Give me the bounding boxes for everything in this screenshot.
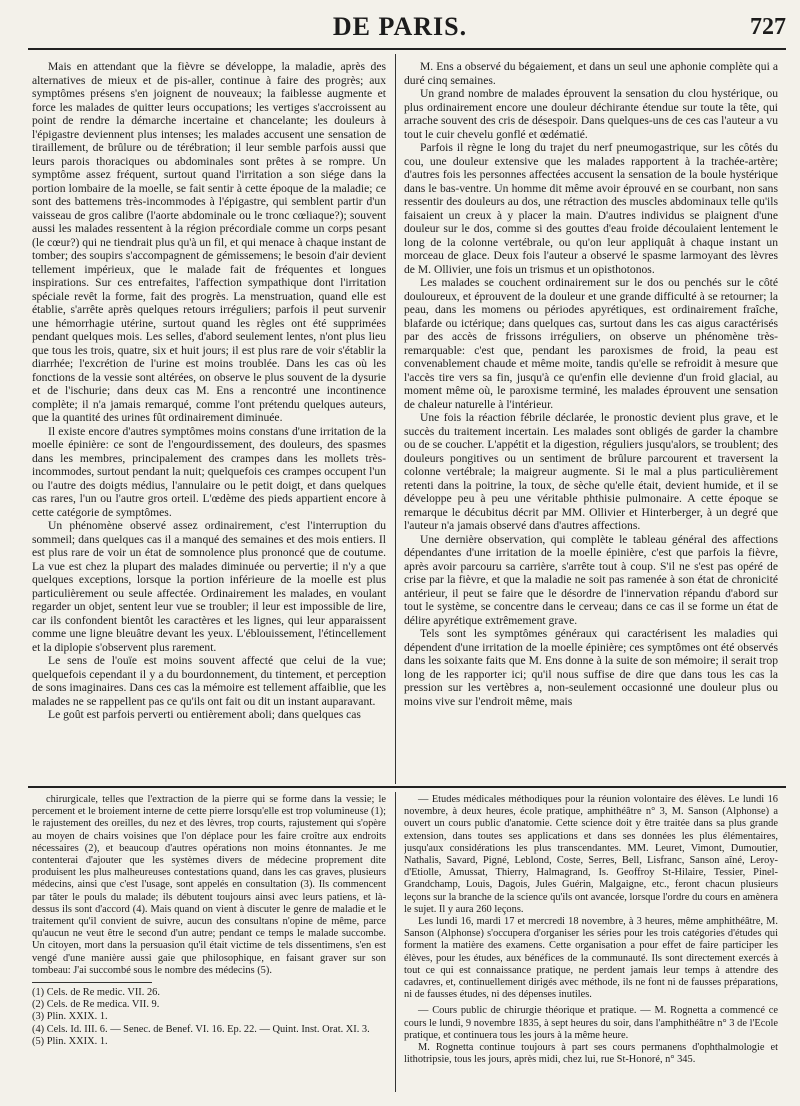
column-divider bbox=[395, 54, 396, 784]
footnote: (5) Plin. XXIX. 1. bbox=[32, 1035, 108, 1047]
left-column bbox=[32, 60, 386, 778]
footnote: (4) Cels. Id. III. 6. — Senec. de Benef. VI. 16. Ep. 22. — Quint. Inst. Orat. XI. 3. bbox=[32, 1023, 370, 1035]
paragraph: Parfois il règne le long du trajet du nerf pneumogastrique, sur les côtés du cou, une douleur extensive que les malades rapportent à la trachée-artère; d'autres fois les personnes affectées accusent la sensation de la boule hystérique dans le bas-ventre. Un homme dit même avoir éprouvé en se courbant, non sans ressentir des douleurs au dos, une rétraction des muscles abdominaux telle qu'ils faisaient un creux à y placer la main. D'autres individus se plaignent d'une douleur sur le dos, comme si des gouttes d'eau froide découlaient lentement le long de la colonne vertébrale, ou qu'on leur appliquât à chaque instant un morceau de glace. Deux fois l'auteur a observé le spasme larmoyant des lèvres de M. Ollivier, une fois un trismus et un opisthotonos. bbox=[404, 141, 778, 276]
page-header bbox=[0, 0, 800, 52]
paragraph: Un phénomène observé assez ordinairement, c'est l'interruption du sommeil; dans quelques cas il a manqué des semaines et des mois entiers. Il est plus rare de voir un état de somnolence plus prononcé que de coutume. La vue est chez la plupart des malades diminuée ou pervertie; il n'y a que quelques exceptions, lorsque la portion inférieure de la moelle est plus particulièrement ou seule affectée. Ordinairement les malades, en voulant regarder un objet, sentent leur vue se troubler; il leur est impossible de lire, car ils confondent bientôt les caractères et les lignes, qui leur apparaissent comme une ligne bleuâtre devant les yeux. L'éblouissement, l'étincellement et la diplopie s'observent plus rarement. bbox=[32, 519, 386, 654]
feuilleton-divider bbox=[395, 792, 396, 1092]
feuilleton-text: chirurgicale, telles que l'extraction de la pierre qui se forme dans la vessie; le percement et le broiement interne de cette pierre lorsqu'elle est trop volumineuse (1); le rajustement des oreilles, du nez et des lèvres, trop courts, rajustement qui s'opère au moyen de chairs voisines que l'on déplace pour les faire croître aux endroits nécessaires (2), et beaucoup d'autres opérations non moins étonnantes. Je me contenterai d'ajouter que les systèmes divers de médecine proprement dite produisent les plus malheureuses contestations quand, dans les cas graves, plusieurs médecins, ainsi que c'est l'usage, sont appelés en consultation (3). Ils commencent par tâter le pouls du malade; ils débutent toujours ainsi avec leurs patiens, et là-dessus ils sont d'accord (4). Mais quand on vient à discuter le genre de maladie et le traitement qu'il convient de suivre, aucun des consultans n'opine de même, parce qu'aucun ne veut être le second d'un autre; pendant ce temps le malade succombe. Un citoyen, mort dans la persuasion qu'il était victime de tels dissentimens, s'en est vengé d'une manière aussi gaie que philosophique, en faisant graver sur son tombeau: J'ai succombé sous le nombre des médecins (5). bbox=[32, 794, 386, 976]
announcement: — Cours public de chirurgie théorique et pratique. — M. Rognetta a commencé ce cours le lundi, 9 novembre 1835, à sept heures du soir, dans l'amphithéâtre n° 3 de l'Ecole pratique, et continuera tous les jours à la même heure. bbox=[404, 1005, 778, 1041]
paragraph: Tels sont les symptômes généraux qui caractérisent les maladies qui dépendent d'une irritation de la moelle épinière; ces symptômes ont été observés dans les soixante faits que M. Ens donne à la suite de son mémoire; il serait trop long de les rapporter ici; qu'il nous suffise de dire que dans tous les cas la pression sur les vertèbres a, non-seulement occasionné une douleur plus ou moins vive sur l'endroit même, mais bbox=[404, 627, 778, 708]
paragraph: Une dernière observation, qui complète le tableau général des affections dépendantes d'une irritation de la moelle épinière, c'est que parfois la fièvre, après avoir parcouru sa carrière, s'arrête tout à coup. S'il ne s'est pas opéré de crise par la fièvre, et que la maladie ne soit pas ramenée à son état de chronicité antérieur, il peut se faire que le désordre de l'innervation répandu d'abord sur tout le système, se concentre dans le cerveau; dans ce cas il se forme un état de délire apyrétique extrêmement grave. bbox=[404, 532, 778, 627]
announcement: Les lundi 16, mardi 17 et mercredi 18 novembre, à 3 heures, même amphithéâtre, M. Sanson (Alphonse) s'occupera d'organiser les séries pour les trois catégories d'études qui forment la matière des examens. Cette organisation a pour effet de faire participer les élèves, pour les études, aux bénéfices de la communauté. Ils sont directement exercés à tout ce qui est connaissance pratique, ne perdent jamais leur temps à attendre des cadavres, et, continuellement dirigés avec méthode, ils ne font ni de fausses préparations, ni de fausses études, ni des dépenses inutiles. bbox=[404, 916, 778, 1001]
paragraph: Les malades se couchent ordinairement sur le dos ou penchés sur le côté douloureux, et éprouvent de la douleur et une grande difficulté à se retourner; la peau, dans les momens ou périodes apyrétiques, est ordinairement fraîche, blafarde ou ictérique; dans quelques cas, surtout dans les cas aigus caractérisés par des accès de frissons irréguliers, on observe un phénomène très-remarquable: c'est que, pendant les paroxismes de froid, la peau est convenablement chaude et même moite, tandis qu'elle se refroidit à mesure que l'accès tire vers sa fin, jusqu'à ce qu'enfin elle devienne d'un froid glacial, au moment même où, le paroxisme terminé, les malades éprouvent une sensation de chaleur naturelle à l'intérieur. bbox=[404, 276, 778, 411]
footnote: (3) Plin. XXIX. 1. bbox=[32, 1011, 108, 1023]
announcement: M. Rognetta continue toujours à part ses cours permanens d'ophthalmologie et lithotripsie, tous les jours, après midi, chez lui, rue St-Honoré, n° 345. bbox=[404, 1042, 778, 1066]
paragraph: Une fois la réaction fébrile déclarée, le pronostic devient plus grave, et le succès du traitement incertain. Les malades sont obligés de garder la chambre ou de se coucher. L'appétit et la digestion, réguliers jusqu'alors, se troublent; des douleurs pongitives ou un sentiment de brûlure parcourent et traversent la colonne vertébrale; la maigreur augmente. Si le mal a plus particulièrement retenti dans la poitrine, la toux, de sèche qu'elle était, devient humide, et il se développe peu à peu une véritable phthisie pulmonaire. A cette époque se remarque le décubitus décrit par MM. Ollivier et Hinterberger, à un degré que l'auteur n'a jamais observé dans d'autres affections. bbox=[404, 411, 778, 532]
page-number: 727 bbox=[750, 14, 786, 40]
paragraph: Il existe encore d'autres symptômes moins constans d'une irritation de la moelle épinière: ce sont de l'engourdissement, des douleurs, des spasmes dans les membres, principalement des crampes dans les mollets très-incommodes, surtout pendant la nuit; quelquefois ces crampes occupent l'un ou l'autre des doigts médius, l'annulaire ou le petit doigt, et dans quelques cas rares, l'un ou l'autre gros orteil. L'œdème des pieds appartient encore à cette catégorie de symptômes. bbox=[32, 424, 386, 519]
paragraph: Le goût est parfois perverti ou entièrement aboli; dans quelques cas bbox=[48, 708, 361, 721]
header-rule bbox=[28, 48, 786, 50]
paragraph: Mais en attendant que la fièvre se développe, la maladie, après des alternatives de mieux et de pis-aller, continue à faire des progrès; aux symptômes présens s'en joignent de nouveaux; la faiblesse augmente et force les malades de quitter leurs occupations; les vertiges s'accroissent au point de rendre la démarche incertaine et chancelante; les douleurs à l'épigastre deviennent plus intenses; les malades accusent une sensation de tiraillement, de brûlure ou de térébration; il leur semble parfois aussi que leurs parois thoraciques ou abdominales sont prêtes à se rompre. Un symptôme assez fréquent, surtout quand l'irritation a son siége dans la portion lombaire de la moelle, se fait sentir à cette époque de la maladie; ce sont des battemens très-incommodes à l'épigastre, qui semblent partir d'un vaisseau de gros calibre (l'aorte abdominale ou le tronc cœliaque?); souvent aussi les malades ressentent à la région précordiale comme un corps pesant (le cœur?) qui ne tiendrait plus qu'à un fil, et qui menace à chaque instant de tomber; des soupirs s'accompagnent de gémissemens; le besoin d'air devient tellement impérieux, que le malade fait de fréquentes et longues inspirations. Sur ces entrefaites, l'affection sympathique dont l'irritation spéciale revêt la forme, fait des progrès. La menstruation, quand elle est établie, s'arrête après quelques retours irréguliers; parfois il peut survenir une hémorrhagie utérine, surtout quand les règles ont été supprimées pendant quelques mois. Les selles, d'abord seulement lentes, n'ont plus lieu que tous les trois, quatre, six et huit jours; il est plus rare de voir s'établir la diarrhée; l'excrétion de l'urine est moins troublée. Dans les cas où les fonctions de la vessie sont altérées, on observe le plus souvent de la dysurie et de l'ischurie; dans deux cas M. Ens a rencontré une incontinence complète; il n'a jamais remarqué, comme l'ont prétendu quelques auteurs, que la quantité des urines fût ordinairement diminuée. bbox=[32, 60, 386, 424]
announcement: — Etudes médicales méthodiques pour la réunion volontaire des élèves. Le lundi 16 novembre, à deux heures, école pratique, amphithéâtre n° 3, M. Sanson (Alphonse) a ouvert un cours public d'anatomie. Cette science doit y être traitée dans sa plus grande extension, dans toutes ses applications et dans ses données les plus élémentaires, jusqu'aux considérations les plus transcendantes. MM. Leuret, Vimont, Dumoutier, Nathalis, Savard, Pigné, Leblond, Coste, Serres, Bell, Lisfranc, Sanson aîné, Leroy-d'Etiolle, Amussat, Thierry, Halmagrand, Is. Geoffroy St-Hilaire, Tessier, Pinel-Grandchamp, Louis, Dagois, Jules Guérin, Malgaigne, etc., feront chacun plusieurs leçons sur la branche de la science qu'ils ont avancée, lorsque l'ordre du cours en amènera le sujet. Il y aura 260 leçons. bbox=[404, 794, 778, 915]
announcements bbox=[404, 794, 778, 1094]
paragraph: Le sens de l'ouïe est moins souvent affecté que celui de la vue; quelquefois cependant il y a du bourdonnement, du tintement, et perception de sons imaginaires. Dans ces cas la mémoire est tellement affaiblie, que les malades ne se rappellent pas ce qu'ils ont fait ou dit un instant auparavant. bbox=[32, 654, 386, 708]
feuilleton-separator bbox=[28, 786, 786, 788]
footnote: (2) Cels. de Re medica. VII. 9. bbox=[32, 999, 160, 1011]
paragraph: Un grand nombre de malades éprouvent la sensation du clou hystérique, ou plus ordinairement encore une douleur déchirante étendue sur toute la tête, qui arrache souvent des cris de désespoir. Dans quelques-uns de ces cas l'auteur a vu tout le cuir chevelu gonflé et œdématié. bbox=[404, 87, 778, 141]
paragraph: M. Ens a observé du bégaiement, et dans un seul une aphonie complète qui a duré cinq semaines. bbox=[404, 60, 778, 87]
feuilleton-left bbox=[32, 794, 386, 1094]
footnote-rule bbox=[32, 982, 152, 983]
footnote: (1) Cels. de Re medic. VII. 26. bbox=[32, 987, 160, 999]
right-column bbox=[404, 60, 778, 778]
page-title: DE PARIS. bbox=[332, 12, 468, 41]
